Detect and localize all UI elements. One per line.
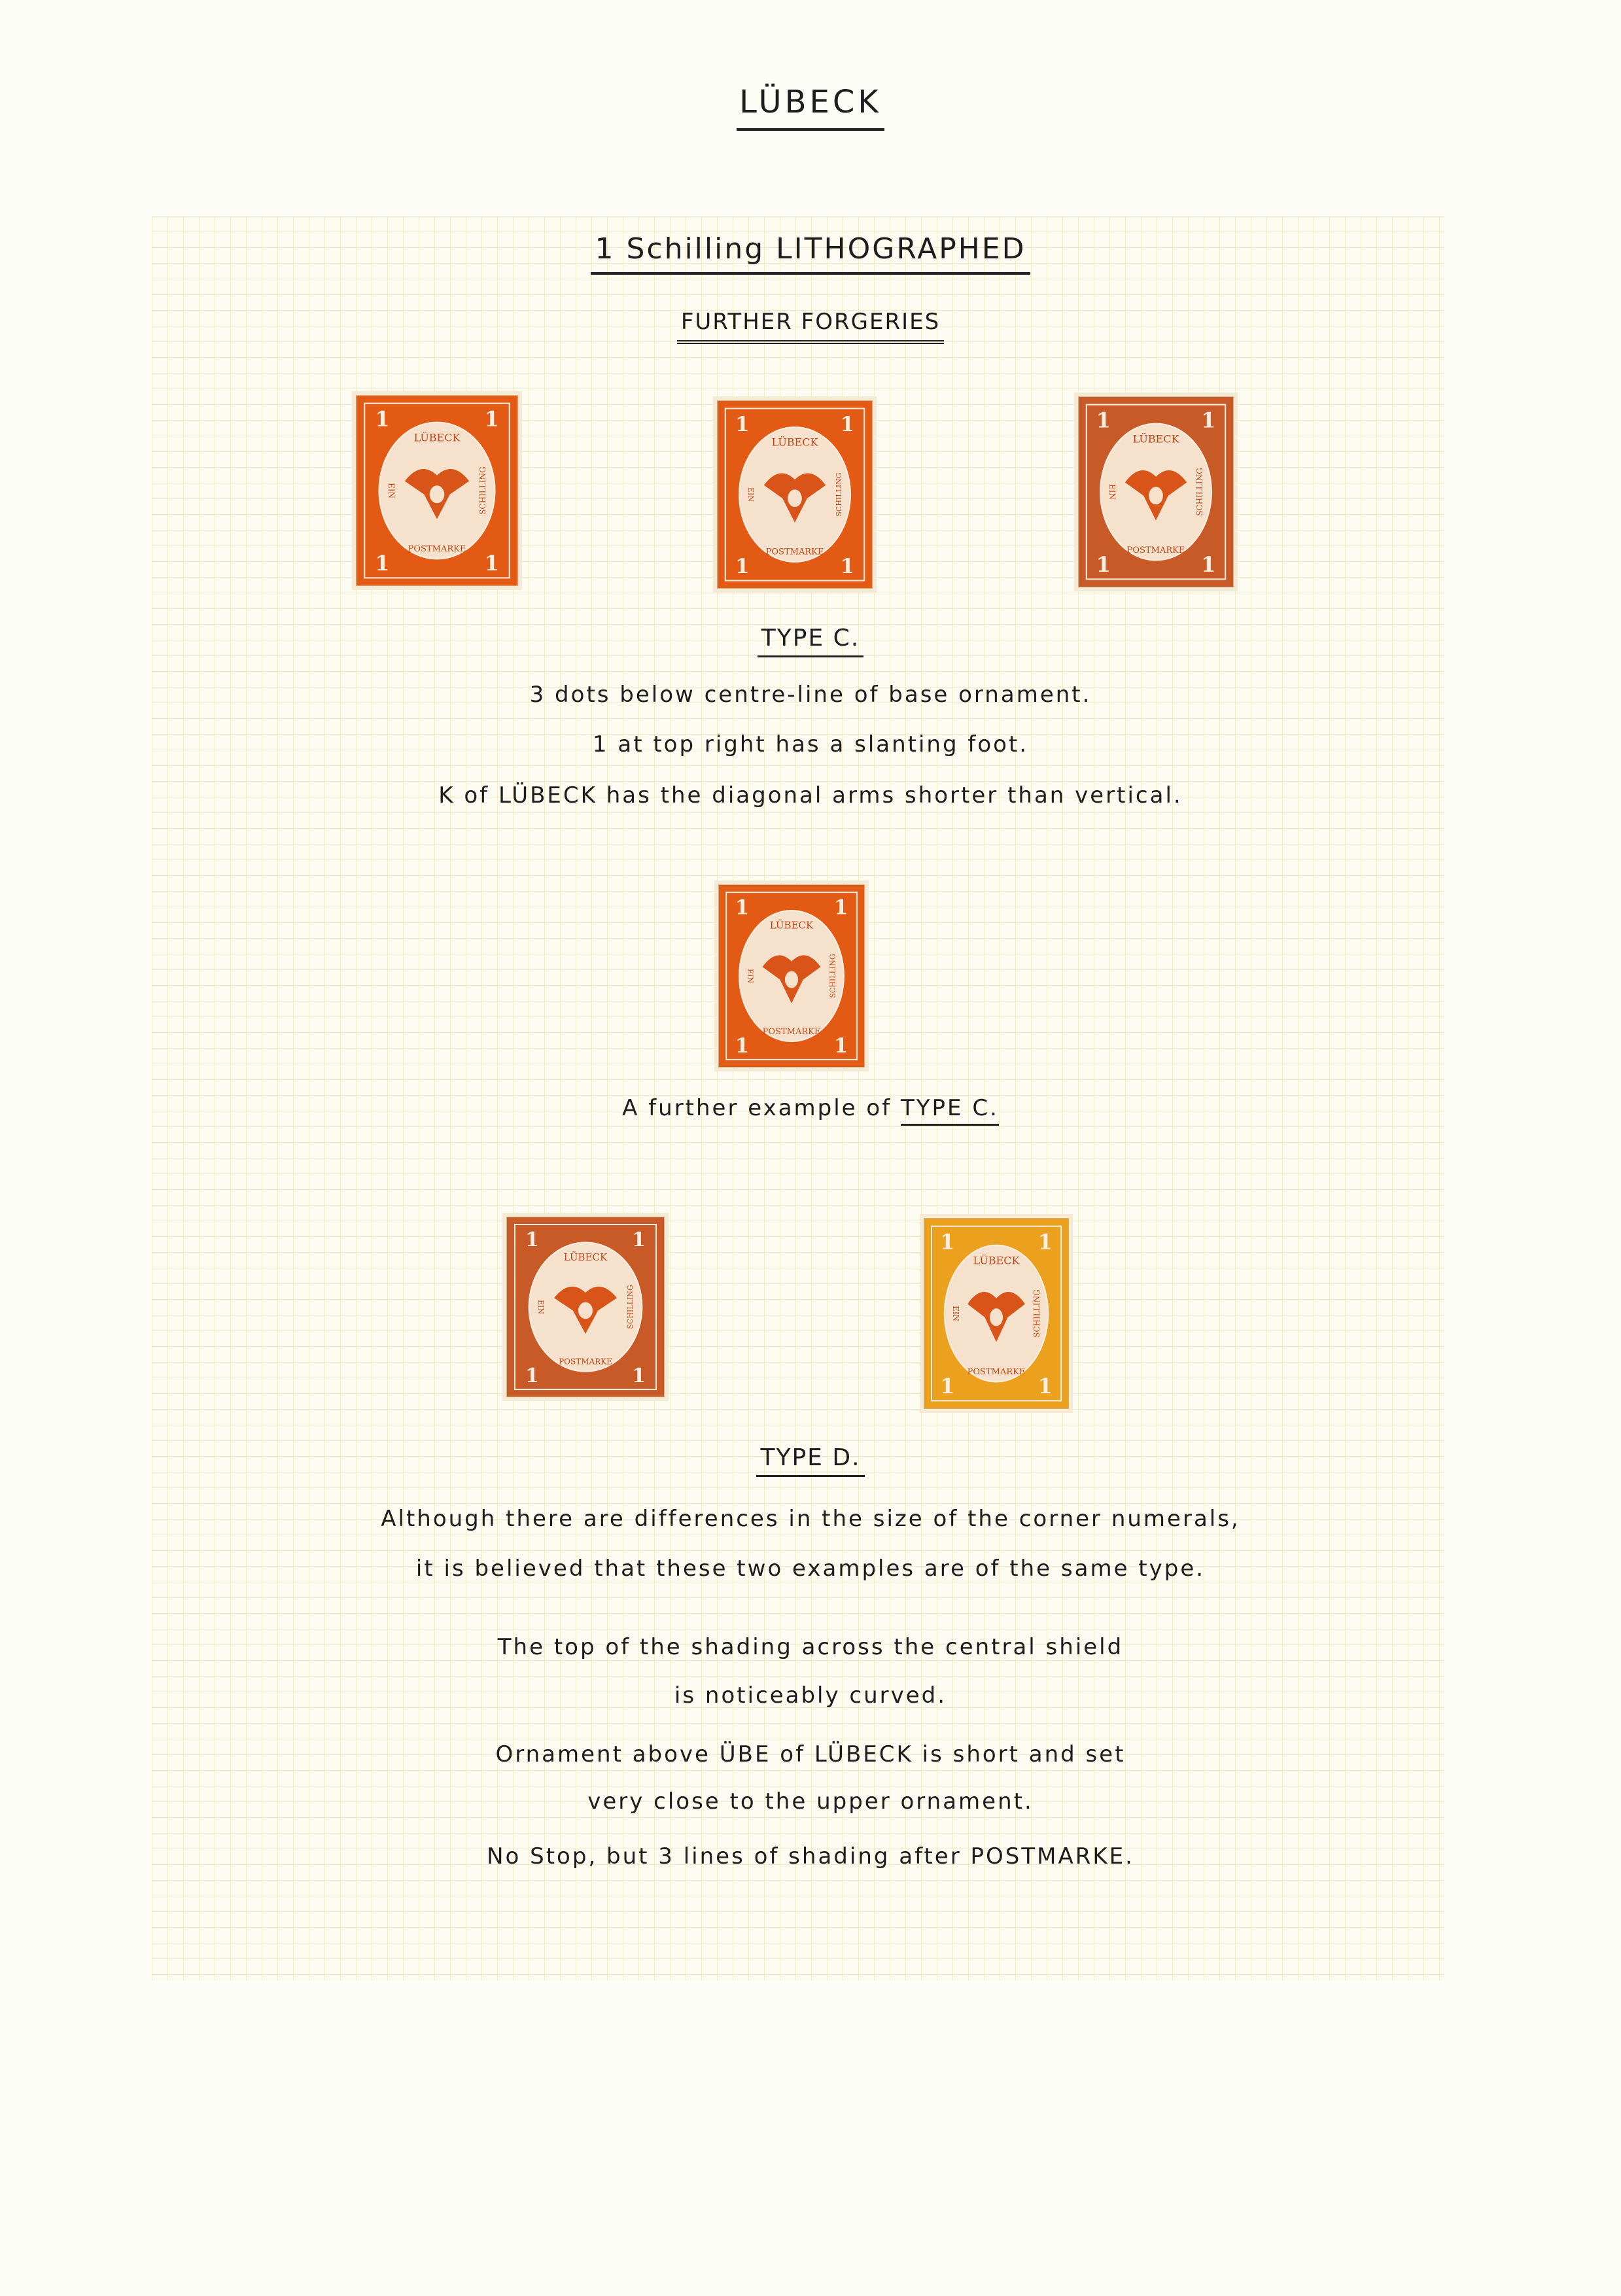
stamp-type-c-3: [1078, 396, 1234, 587]
type-d-note-2: it is believed that these two examples are of the same type.: [415, 1556, 1206, 1582]
stamp-numeral: 1: [632, 1228, 646, 1251]
stamp-numeral: 1: [840, 555, 855, 579]
stamp-numeral: 1: [735, 896, 750, 920]
stamp-bottom-label: POSTMARKE: [765, 547, 824, 557]
further-example-type: TYPE C.: [901, 1095, 999, 1126]
stamp-right-label: SCHILLING: [478, 466, 487, 515]
stamp-left-label: EIN: [1107, 484, 1117, 500]
stamp-name: LÜBECK: [1132, 432, 1179, 445]
type-c-label-text: TYPE C.: [758, 625, 863, 657]
type-d-note-7: No Stop, but 3 lines of shading after POSTMARKE.: [487, 1843, 1134, 1870]
stamp-type-c-2: [717, 400, 873, 589]
stamp-numeral: 1: [375, 550, 390, 576]
stamp-numeral: 1: [940, 1229, 955, 1255]
stamp-left-label: EIN: [746, 487, 756, 502]
stamp-name: LÜBECK: [413, 431, 461, 444]
shield-icon: [578, 1302, 593, 1319]
stamp-right-label: SCHILLING: [828, 954, 837, 998]
stamp-numeral: 1: [632, 1365, 646, 1388]
stamp-bottom-label: POSTMARKE: [559, 1357, 612, 1366]
stamp-right-label: SCHILLING: [834, 472, 843, 517]
stamp-type-c-further: [718, 884, 865, 1068]
further-example-prefix: A further example of: [622, 1095, 892, 1121]
stamp-numeral: 1: [525, 1228, 539, 1251]
stamp-design: [357, 396, 517, 585]
stamp-design: [719, 885, 864, 1067]
shield-icon: [784, 971, 799, 989]
section-subtitle: [0, 309, 1621, 344]
stamp-left-label: EIN: [746, 969, 755, 983]
stamp-name: LÜBECK: [563, 1251, 608, 1263]
type-c-label: [0, 625, 1621, 657]
shield-icon: [989, 1308, 1003, 1327]
stamp-right-label: SCHILLING: [626, 1285, 635, 1329]
shield-icon: [1148, 486, 1164, 505]
stamp-numeral: 1: [1201, 551, 1216, 577]
type-c-note-3: K of LÜBECK has the diagonal arms shorter than vertical.: [438, 782, 1183, 809]
stamp-bottom-label: POSTMARKE: [762, 1026, 821, 1037]
stamp-numeral: 1: [1037, 1229, 1053, 1255]
stamp-right-label: SCHILLING: [1032, 1289, 1041, 1338]
shield-icon: [787, 489, 803, 508]
stamp-numeral: 1: [833, 1034, 848, 1058]
type-d-note-4: is noticeably curved.: [674, 1682, 947, 1709]
section-subtitle-text: FURTHER FORGERIES: [677, 309, 944, 344]
stamp-numeral: 1: [735, 555, 750, 579]
page-title-text: LÜBECK: [737, 84, 884, 131]
type-d-label: [0, 1444, 1621, 1477]
stamp-design: [718, 401, 872, 588]
stamp-type-d-1: [506, 1217, 665, 1397]
section-title: [0, 232, 1621, 275]
stamp-left-label: EIN: [951, 1306, 960, 1321]
stamp-type-d-2: [924, 1218, 1069, 1409]
stamp-design: [1079, 397, 1233, 587]
stamp-numeral: 1: [840, 412, 855, 436]
stamp-numeral: 1: [1201, 408, 1216, 433]
type-c-note-2: 1 at top right has a slanting foot.: [592, 731, 1029, 757]
type-d-label-text: TYPE D.: [756, 1444, 864, 1477]
stamp-name: LÜBECK: [771, 436, 818, 449]
type-d-note-1: Although there are differences in the size of the corner numerals,: [381, 1506, 1240, 1532]
stamp-bottom-label: POSTMARKE: [408, 544, 466, 554]
shield-icon: [429, 485, 445, 504]
stamp-numeral: 1: [1096, 551, 1111, 577]
stamp-numeral: 1: [375, 406, 390, 432]
type-d-note-3: The top of the shading across the central shield: [497, 1634, 1124, 1660]
type-c-note-1: 3 dots below centre-line of base ornament.: [529, 682, 1092, 708]
section-title-text: 1 Schilling LITHOGRAPHED: [591, 232, 1030, 275]
stamp-type-c-1: [356, 395, 518, 586]
stamp-numeral: 1: [1096, 408, 1111, 433]
stamp-numeral: 1: [833, 896, 848, 920]
stamp-right-label: SCHILLING: [1194, 468, 1204, 516]
type-d-note-5: Ornament above ÜBE of LÜBECK is short and set: [495, 1741, 1126, 1767]
stamp-numeral: 1: [525, 1365, 539, 1388]
page-title: [0, 84, 1621, 131]
stamp-bottom-label: POSTMARKE: [967, 1366, 1026, 1377]
further-example-caption: [0, 1095, 1621, 1121]
stamp-design: [507, 1217, 664, 1397]
stamp-numeral: 1: [735, 1034, 750, 1058]
stamp-name: LÜBECK: [973, 1254, 1020, 1267]
stamp-numeral: 1: [484, 406, 499, 432]
type-d-note-6: very close to the upper ornament.: [587, 1788, 1034, 1815]
stamp-numeral: 1: [484, 550, 499, 576]
stamp-numeral: 1: [1037, 1373, 1053, 1399]
stamp-numeral: 1: [940, 1373, 955, 1399]
stamp-numeral: 1: [735, 412, 750, 436]
stamp-name: LÜBECK: [769, 919, 814, 931]
stamp-left-label: EIN: [387, 483, 396, 498]
stamp-design: [924, 1219, 1068, 1408]
stamp-bottom-label: POSTMARKE: [1126, 545, 1185, 555]
stamp-left-label: EIN: [536, 1300, 545, 1314]
